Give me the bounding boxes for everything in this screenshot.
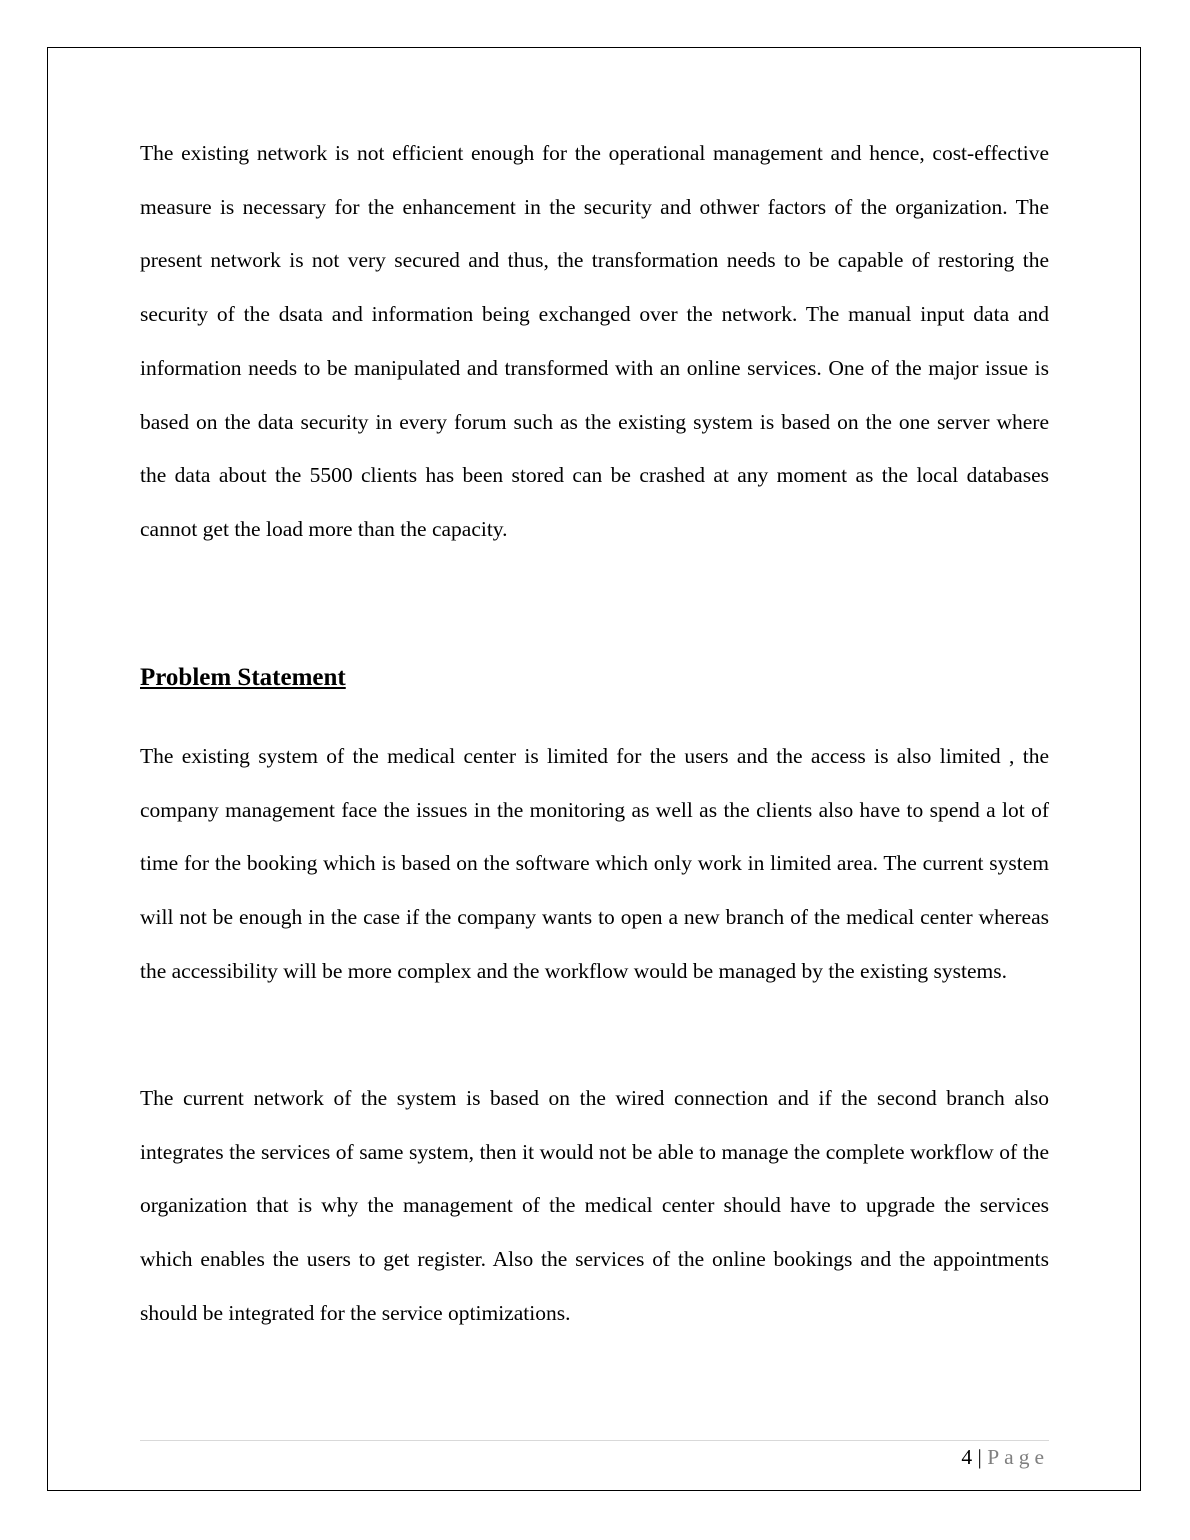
body-paragraph: The current network of the system is based on the wired connection and if the second branch also integrates the services of same system, then it would not be able to manage the complete workflow of the organization that is why the management of the medical center should have to upgrade the services which enables the users to get register. Also the services of the online bookings and the appointments should be integrated for the service optimizations.	[140, 1086, 1049, 1325]
page-number: 4	[961, 1445, 973, 1469]
section-heading: Problem Statement	[140, 664, 346, 691]
footer-divider	[140, 1440, 1049, 1441]
page-footer	[961, 1442, 1049, 1472]
footer-separator: |	[977, 1445, 982, 1469]
body-paragraph: The existing system of the medical center is limited for the users and the access is also limited , the company management face the issues in the monitoring as well as the clients also have to spend a lot of time for the booking which is based on the software which only work in limited area. The current system will not be enough in the case if the company wants to open a new branch of the medical center whereas the accessibility will be more complex and the workflow would be managed by the existing systems.	[140, 744, 1049, 983]
page-label: Page	[987, 1445, 1049, 1469]
body-paragraph: The existing network is not efficient enough for the operational management and hence, cost-effective measure is necessary for the enhancement in the security and othwer factors of the organization. The present network is not very secured and thus, the transformation needs to be capable of restoring the security of the dsata and information being exchanged over the network. The manual input data and information needs to be manipulated and transformed with an online services. One of the major issue is based on the data security in every forum such as the existing system is based on the one server where the data about the 5500 clients has been stored can be crashed at any moment as the local databases cannot get the load more than the capacity.	[140, 141, 1049, 541]
